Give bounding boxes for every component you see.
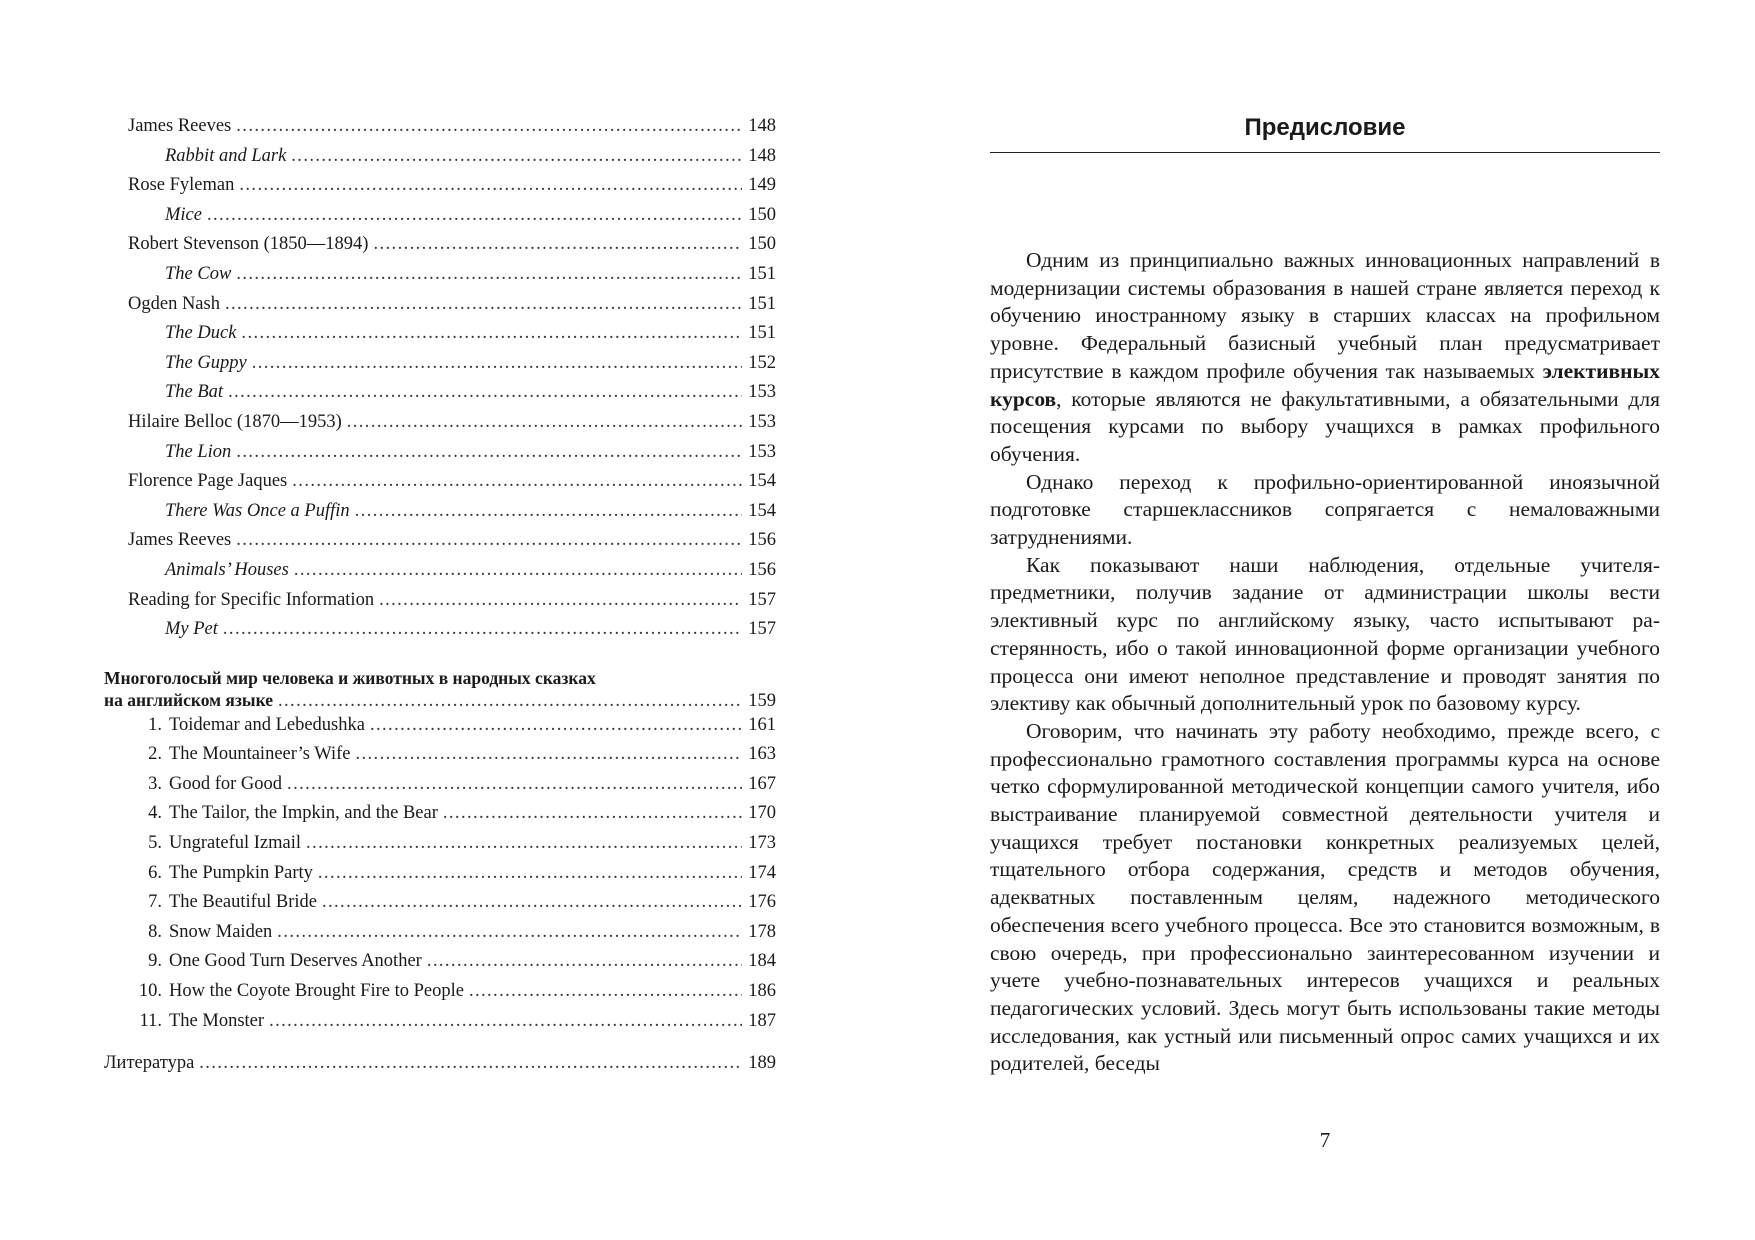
toc-tale-entry xyxy=(104,829,776,859)
toc-entry-title: Reading for Specific Information xyxy=(128,589,375,610)
toc-literature-entry xyxy=(104,1049,776,1079)
toc-tale-title xyxy=(128,977,469,1007)
toc-leader-dots xyxy=(291,142,742,172)
toc-tale-number: 3. xyxy=(148,773,162,794)
toc-entry-page: 157 xyxy=(748,589,776,610)
table-of-contents xyxy=(104,112,776,1079)
toc-entry-page: 157 xyxy=(748,619,776,640)
toc-entry-title: Rose Fyleman xyxy=(128,175,235,196)
toc-entry-title: The Bat xyxy=(165,382,224,403)
toc-leader-dots xyxy=(355,497,743,527)
toc-leader-dots xyxy=(427,947,742,977)
toc-entry-title: Mice xyxy=(165,204,202,225)
toc-tales-list xyxy=(104,711,776,1037)
toc-leader-dots xyxy=(228,378,742,408)
toc-tale-title xyxy=(128,1007,269,1037)
toc-entry-title: My Pet xyxy=(165,619,218,640)
toc-entry-title: There Was Once a Puffin xyxy=(165,500,350,521)
toc-entry xyxy=(104,290,776,320)
toc-entry-title: The Duck xyxy=(165,323,237,344)
toc-tale-entry xyxy=(104,947,776,977)
toc-entry xyxy=(104,171,776,201)
toc-tale-title xyxy=(128,711,370,741)
toc-entry-title: Ogden Nash xyxy=(128,293,220,314)
toc-leader-dots xyxy=(292,467,742,497)
toc-tale-page: 167 xyxy=(748,773,776,794)
toc-section-heading: Многоголосый мир человека и животных в народных сказках xyxy=(104,667,596,688)
toc-tale-page: 173 xyxy=(748,833,776,854)
toc-tale-entry xyxy=(104,740,776,770)
toc-entry-page: 151 xyxy=(748,263,776,284)
toc-leader-dots xyxy=(236,438,742,468)
toc-tale-title-text: How the Coyote Brought Fire to People xyxy=(169,981,464,1002)
toc-leader-dots xyxy=(239,171,742,201)
toc-entry xyxy=(104,349,776,379)
toc-entry-page: 151 xyxy=(748,323,776,344)
page-number: 7 xyxy=(1319,1128,1331,1152)
preface-paragraph: Оговорим, что начинать эту работу необходимо, прежде всего, с профессионально грамотного составления программы курса на основе четко сформулированной методической концепции самого учителя, ибо выстраивание планируемой совместной деятельности учителя и учащихся требует постановки конкретных реализуемых целей, тщательного отбора содержания, средств и методов обучения, адекватных поставленным целям, надежного методического обеспечения всего учебного процесса. Все это становится возможным, в свою очередь, при профессионально заинтересованном изучении и учете учебно-познавательных интересов учащихся и реальных педагогических условий. Здесь могут быть использованы такие методы исследования, как устный или письменный опрос самих учащихся и их родителей, беседы xyxy=(990,718,1660,1076)
toc-tale-page: 186 xyxy=(748,981,776,1002)
toc-tale-title-text: The Monster xyxy=(169,1010,265,1031)
toc-entry-page: 150 xyxy=(748,204,776,225)
toc-tale-number: 7. xyxy=(148,892,162,913)
toc-entry-page: 156 xyxy=(748,530,776,551)
toc-leader-dots xyxy=(318,859,742,889)
toc-entry-page: 152 xyxy=(748,352,776,373)
toc-entry-page: 154 xyxy=(748,500,776,521)
toc-tale-title xyxy=(128,918,277,948)
toc-tale-number: 1. xyxy=(148,714,162,735)
toc-entry xyxy=(104,260,776,290)
toc-entry-page: 148 xyxy=(748,116,776,136)
toc-entry-title: Florence Page Jaques xyxy=(128,471,288,492)
preface-page xyxy=(990,108,1660,1078)
toc-leader-dots xyxy=(236,112,742,142)
toc-tale-title-text: Ungrateful Izmail xyxy=(169,833,302,854)
toc-tale-title-text: The Pumpkin Party xyxy=(169,862,313,883)
toc-entry xyxy=(104,230,776,260)
toc-entry xyxy=(104,467,776,497)
toc-entry xyxy=(104,112,776,142)
toc-leader-dots xyxy=(370,711,742,741)
preface-paragraph: Однако переход к профильно-ориентированной иноязычной подготовке старшеклассников сопрягается с немаловажными затруднениями. xyxy=(990,469,1660,550)
toc-entry xyxy=(104,201,776,231)
toc-tale-number: 2. xyxy=(148,744,162,765)
toc-entry-title: The Guppy xyxy=(165,352,247,373)
toc-tale-page: 187 xyxy=(748,1010,776,1031)
preface-body xyxy=(990,247,1660,1078)
toc-entry xyxy=(104,586,776,616)
toc-leader-dots xyxy=(207,201,742,231)
toc-entry xyxy=(104,497,776,527)
toc-tale-number: 9. xyxy=(148,951,162,972)
toc-tale-number: 5. xyxy=(148,833,162,854)
toc-tale-entry xyxy=(104,1007,776,1037)
toc-entry-page: 148 xyxy=(748,145,776,166)
toc-tale-title xyxy=(128,947,427,977)
toc-tale-title xyxy=(128,859,318,889)
paragraph-text: Одним из принципиально важных инновационных направлений в модернизации системы образования в нашей стране является переход к обучению иностранному языку в старших классах на профильном уровне. Федеральный базисный учебный план предусматривает присутствие в каждом профиле обучения так называемых xyxy=(990,248,1660,383)
toc-entry xyxy=(104,615,776,645)
toc-leader-dots xyxy=(199,1049,742,1079)
toc-tale-number: 10. xyxy=(138,981,162,1002)
toc-tale-entry xyxy=(104,770,776,800)
toc-entry-title: Rabbit and Lark xyxy=(165,145,287,166)
toc-entry-page: 150 xyxy=(748,234,776,255)
toc-tale-title-text: The Mountaineer’s Wife xyxy=(169,744,351,765)
toc-entry xyxy=(104,408,776,438)
toc-spacer xyxy=(104,656,776,667)
toc-tale-entry xyxy=(104,859,776,889)
toc-leader-dots xyxy=(236,526,742,556)
toc-leader-dots xyxy=(322,888,742,918)
toc-tale-title-text: Toidemar and Lebedushka xyxy=(169,714,365,735)
toc-entry-page: 153 xyxy=(748,441,776,462)
toc-entry-page: 154 xyxy=(748,471,776,492)
toc-leader-dots xyxy=(443,799,742,829)
toc-leader-dots xyxy=(355,740,742,770)
toc-leader-dots xyxy=(223,615,742,645)
toc-entry-title: The Cow xyxy=(165,263,232,284)
toc-tale-entry xyxy=(104,799,776,829)
toc-tale-number: 11. xyxy=(139,1010,162,1031)
toc-leader-dots xyxy=(269,1007,742,1037)
toc-tale-title-text: Good for Good xyxy=(169,773,283,794)
toc-leader-dots xyxy=(241,319,742,349)
toc-entry-page: 153 xyxy=(748,382,776,403)
toc-tale-page: 176 xyxy=(748,892,776,913)
toc-entry-title: Animals’ Houses xyxy=(165,559,289,580)
toc-leader-dots xyxy=(379,586,742,616)
toc-leader-dots xyxy=(469,977,742,1007)
toc-tale-title xyxy=(128,740,355,770)
toc-tale-page: 174 xyxy=(748,862,776,883)
toc-tale-title xyxy=(128,829,306,859)
toc-entry-title: The Lion xyxy=(165,441,232,462)
toc-tale-entry xyxy=(104,977,776,1007)
toc-entry xyxy=(104,556,776,586)
toc-leader-dots xyxy=(287,770,742,800)
toc-section-title-line2: на английском языке xyxy=(104,689,273,710)
toc-tale-page: 170 xyxy=(748,803,776,824)
toc-tale-title xyxy=(128,888,322,918)
preface-paragraph: Как показывают наши наблюдения, отдельные учителя-предметники, получив задание от администрации школы вести элективный курс по английскому языку, часто испытывают растерянность, ибо о такой инновационной форме организации учебного процесса они имеют неполное представление и проводят занятия по элективу как обычный дополнительный урок по базовому курсу. xyxy=(990,552,1660,716)
toc-tale-number: 6. xyxy=(148,862,162,883)
toc-entry xyxy=(104,142,776,172)
toc-literature-page: 189 xyxy=(748,1053,776,1074)
toc-leader-dots xyxy=(225,290,742,320)
toc-tale-title xyxy=(128,770,287,800)
toc-leader-dots xyxy=(252,349,743,379)
toc-leader-dots xyxy=(306,829,742,859)
toc-section-page: 159 xyxy=(748,690,776,711)
toc-leader-dots xyxy=(277,918,742,948)
toc-tale-entry xyxy=(104,918,776,948)
toc-entry-title: Robert Stevenson (1850—1894) xyxy=(128,234,369,255)
toc-section-entry xyxy=(104,689,776,711)
page-title: Предисловие xyxy=(1244,114,1406,141)
toc-tale-number: 8. xyxy=(148,921,162,942)
toc-spacer xyxy=(104,1036,776,1049)
toc-tale-title-text: One Good Turn Deserves Another xyxy=(169,951,422,972)
toc-entry-page: 151 xyxy=(748,293,776,314)
toc-entry-page: 156 xyxy=(748,559,776,580)
toc-tale-title-text: Snow Maiden xyxy=(169,921,273,942)
toc-entry-page: 149 xyxy=(748,175,776,196)
toc-tale-entry xyxy=(104,888,776,918)
toc-entry-title: James Reeves xyxy=(128,530,232,551)
toc-tale-page: 161 xyxy=(748,714,776,735)
toc-poetry-entries xyxy=(104,112,776,645)
toc-leader-dots xyxy=(294,556,742,586)
toc-literature-title: Литература xyxy=(104,1053,195,1074)
preface-paragraph xyxy=(990,247,1660,469)
toc-tale-entry xyxy=(104,711,776,741)
toc-spacer xyxy=(104,645,776,656)
toc-tale-title-text: The Tailor, the Impkin, and the Bear xyxy=(169,803,438,824)
toc-tale-number: 4. xyxy=(148,803,162,824)
toc-entry-page: 153 xyxy=(748,411,776,432)
toc-tale-title-text: The Beautiful Bride xyxy=(169,892,317,913)
toc-tale-page: 184 xyxy=(748,951,776,972)
bold-term: элективных курсов xyxy=(990,358,1660,411)
title-divider xyxy=(990,152,1660,153)
toc-leader-dots xyxy=(373,230,742,260)
toc-entry xyxy=(104,378,776,408)
toc-tale-page: 178 xyxy=(748,921,776,942)
toc-tale-title xyxy=(128,799,443,829)
toc-leader-dots xyxy=(347,408,743,438)
toc-entry-title: James Reeves xyxy=(128,116,232,136)
toc-entry xyxy=(104,526,776,556)
toc-leader-dots xyxy=(236,260,742,290)
toc-entry xyxy=(104,438,776,468)
toc-leader-dots xyxy=(278,690,742,712)
toc-entry xyxy=(104,319,776,349)
toc-entry-title: Hilaire Belloc (1870—1953) xyxy=(128,411,342,432)
toc-tale-page: 163 xyxy=(748,744,776,765)
paragraph-text: , которые являются не факультативными, а обязательными для посещения курсами по выбору учащихся в рамках профильного обучения. xyxy=(990,386,1660,466)
